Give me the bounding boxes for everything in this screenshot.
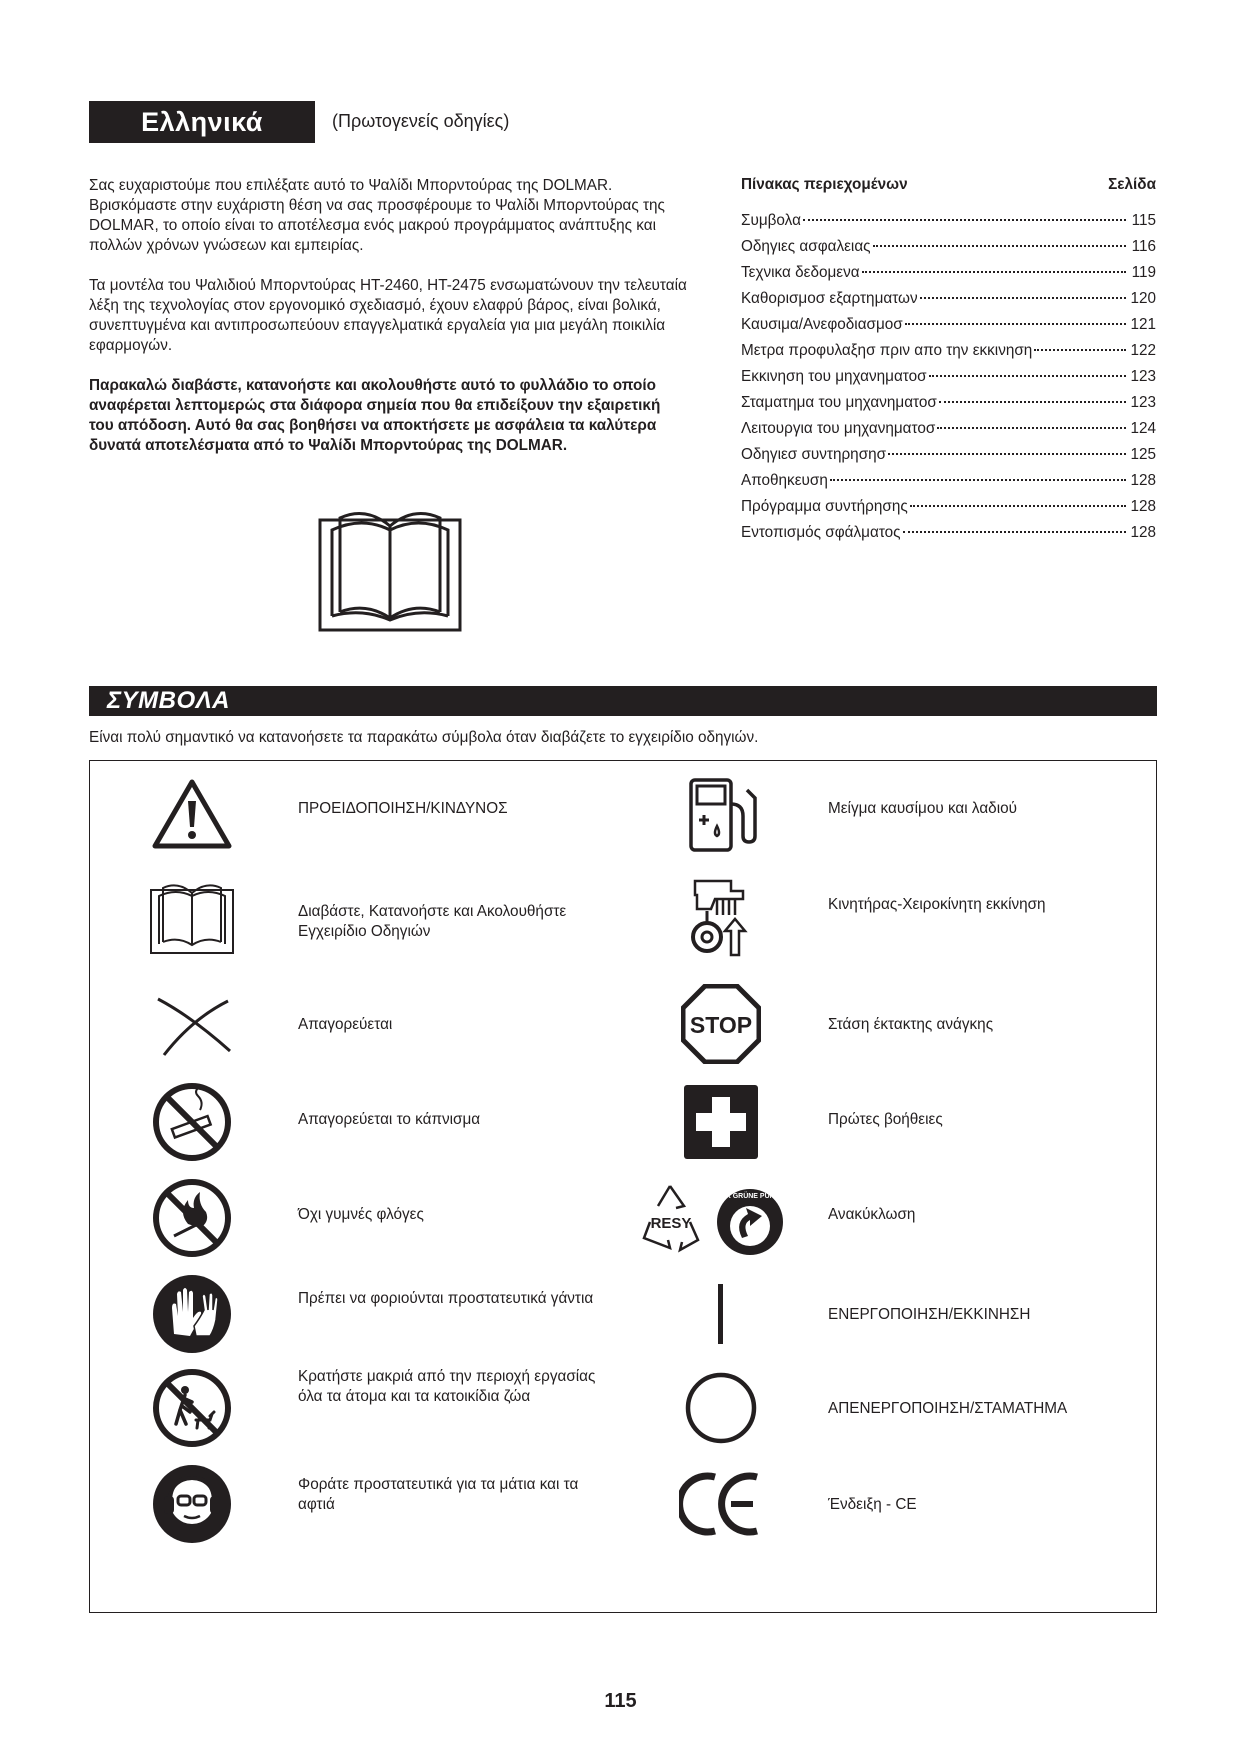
subtitle: (Πρωτογενείς οδηγίες)	[332, 111, 510, 131]
no-open-flame-icon	[152, 1178, 232, 1258]
toc-leader-dots	[830, 479, 1126, 481]
no-smoking-icon	[152, 1082, 232, 1162]
toc-leader-dots	[903, 531, 1126, 533]
prohibited-cross-icon	[152, 989, 232, 1059]
resy-text: RESY	[650, 1215, 692, 1232]
recycling-icon	[640, 1178, 790, 1258]
symbol-row	[137, 979, 247, 1069]
toc-leader-dots	[920, 297, 1126, 299]
toc-item[interactable]	[741, 342, 1156, 368]
symbol-label: Πρέπει να φοριούνται προστατευτικά γάντια	[298, 1290, 594, 1307]
toc-item-label: Τεχνικα δεδομενα	[741, 264, 860, 281]
symbol-row	[640, 1173, 790, 1263]
read-manual-large-icon	[318, 508, 462, 632]
toc-item-page: 128	[1130, 472, 1156, 489]
symbol-row	[666, 873, 776, 963]
read-manual-icon	[150, 882, 234, 954]
eye-ear-protection-icon	[152, 1464, 232, 1544]
first-aid-icon	[684, 1085, 758, 1159]
symbol-label: Διαβάστε, Κατανοήστε και Ακολουθήστε Εγχειρίδιο Οδηγιών	[298, 903, 567, 940]
symbol-row	[666, 769, 776, 859]
symbol-label: ΑΠΕΝΕΡΓΟΠΟΙΗΣΗ/ΣΤΑΜΑΤΗΜΑ	[828, 1400, 1068, 1417]
toc-item-label: Λειτουργια του μηχανηματοσ	[741, 420, 936, 437]
toc-item-label: Συμβολα	[741, 212, 801, 229]
intro-paragraph-1: Σας ευχαριστούμε που επιλέξατε αυτό το Ψαλίδι Μπορντούρας της DOLMAR. Βρισκόμαστε στην ευχάριστη θέση να σας προσφέρουμε το Ψαλίδι Μπορντούρας της DOLMAR, το οποίο είναι το αποτέλεσμα ενός μακρού προγράμματος ανάπτυξης και πολλών χρόνων γνώσεων και εμπειρίας.	[89, 177, 665, 254]
symbol-label: ΕΝΕΡΓΟΠΟΙΗΣΗ/ΕΚΚΙΝΗΣΗ	[828, 1306, 1031, 1323]
symbol-label: Φοράτε προστατευτικά για τα μάτια και τα αφτιά	[298, 1476, 579, 1513]
symbols-section-header	[89, 686, 1157, 716]
symbol-row	[137, 1173, 247, 1263]
symbol-label: Κινητήρας-Χειροκίνητη εκκίνηση	[828, 896, 1046, 913]
toc-leader-dots	[910, 505, 1126, 507]
toc-header	[741, 176, 1156, 198]
toc-item[interactable]	[741, 420, 1156, 446]
symbol-label: ΠΡΟΕΙΔΟΠΟΙΗΣΗ/ΚΙΝΔΥΝΟΣ	[298, 800, 508, 817]
toc-item-label: Πρόγραμμα συντήρησης	[741, 498, 908, 515]
toc-item-label: Σταματημα του μηχανηματοσ	[741, 394, 937, 411]
toc-item-page: 123	[1130, 368, 1156, 385]
symbol-label: Κρατήστε μακριά από την περιοχή εργασίας όλα τα άτομα και τα κατοικίδια ζώα	[298, 1368, 596, 1405]
toc-item[interactable]	[741, 498, 1156, 524]
toc-item[interactable]	[741, 316, 1156, 342]
toc-item-label: Αποθηκευση	[741, 472, 828, 489]
toc-leader-dots	[905, 323, 1126, 325]
symbol-label: Απαγορεύεται	[298, 1016, 393, 1033]
symbol-row	[137, 1459, 247, 1549]
manual-start-icon	[681, 875, 761, 961]
gloves-icon	[152, 1274, 232, 1354]
toc-item[interactable]	[741, 524, 1156, 550]
toc-item[interactable]	[741, 446, 1156, 472]
intro-text	[89, 176, 689, 476]
gruene-punkt-text: DER GRÜNE PUNKT	[715, 1193, 785, 1200]
intro-paragraph-2: Τα μοντέλα του Ψαλιδιού Μπορντούρας HT-2460, HT-2475 ενσωματώνουν την τελευταία λέξη της τεχνολογίας στον εργονομικό σχεδιασμό, έχουν ελαφρύ βάρος, είναι βολικά, συνεπτυγμένα και αντιπροσωπεύουν επαγγελματικά εργαλεία για μια μεγάλη ποικιλία εφαρμογών.	[89, 277, 687, 354]
toc-item[interactable]	[741, 238, 1156, 264]
toc-leader-dots	[937, 427, 1126, 429]
symbol-row	[666, 1269, 776, 1359]
toc-leader-dots	[873, 245, 1126, 247]
symbol-label: Ένδειξη - CE	[828, 1496, 917, 1513]
symbol-row	[666, 1363, 776, 1453]
symbol-label: Πρώτες βοήθειες	[828, 1111, 943, 1128]
toc-item[interactable]	[741, 212, 1156, 238]
symbol-label: Στάση έκτακτης ανάγκης	[828, 1016, 994, 1033]
toc-item-page: 123	[1130, 394, 1156, 411]
stop-sign-icon	[681, 984, 761, 1064]
keep-away-people-animals-icon	[152, 1368, 232, 1448]
toc-item-page: 115	[1131, 212, 1156, 229]
toc-item-label: Εντοπισμός σφάλματος	[741, 524, 901, 541]
toc-item[interactable]	[741, 264, 1156, 290]
toc-item-page: 124	[1130, 420, 1156, 437]
toc-leader-dots	[929, 375, 1126, 377]
symbol-row	[137, 1363, 247, 1453]
toc-item[interactable]	[741, 290, 1156, 316]
toc-item-page: 128	[1130, 524, 1156, 541]
toc-leader-dots	[888, 453, 1126, 455]
symbol-label: Μείγμα καυσίμου και λαδιού	[828, 800, 1017, 817]
toc-item-label: Εκκινηση του μηχανηματοσ	[741, 368, 927, 385]
toc-item[interactable]	[741, 394, 1156, 420]
toc-item-label: Καυσιμα/Ανεφοδιασμοσ	[741, 316, 903, 333]
ce-mark-icon	[679, 1469, 763, 1539]
toc-page-header: Σελίδα	[1108, 176, 1156, 193]
toc-leader-dots	[939, 401, 1126, 403]
toc-item-page: 122	[1130, 342, 1156, 359]
table-of-contents	[741, 176, 1156, 550]
toc-item-page: 120	[1130, 290, 1156, 307]
toc-item[interactable]	[741, 472, 1156, 498]
symbol-row	[137, 1269, 247, 1359]
toc-leader-dots	[862, 271, 1126, 273]
fuel-oil-mix-icon	[681, 774, 761, 854]
toc-item-label: Οδηγιεσ συντηρησησ	[741, 446, 887, 463]
toc-item-page: 128	[1130, 498, 1156, 515]
symbol-label: Απαγορεύεται το κάπνισμα	[298, 1111, 481, 1128]
toc-item-label: Οδηγιες ασφαλειας	[741, 238, 871, 255]
symbol-label: Όχι γυμνές φλόγες	[298, 1206, 424, 1223]
symbol-row	[666, 1459, 776, 1549]
page-number: 115	[604, 1690, 637, 1712]
toc-leader-dots	[1034, 349, 1126, 351]
symbol-row	[137, 1077, 247, 1167]
toc-title: Πίνακας περιεχομένων	[741, 176, 908, 193]
language-tab: Ελληνικά	[89, 101, 315, 143]
toc-item-page: 121	[1130, 316, 1156, 333]
power-on-icon	[711, 1274, 731, 1354]
symbol-row	[666, 979, 776, 1069]
symbol-row	[137, 873, 247, 963]
stop-sign-text: STOP	[689, 1012, 753, 1038]
symbols-intro: Είναι πολύ σημαντικό να κατανοήσετε τα παρακάτω σύμβολα όταν διαβάζετε το εγχειρίδιο οδηγιών.	[89, 729, 759, 746]
toc-item-label: Καθορισμοσ εξαρτηματων	[741, 290, 918, 307]
toc-leader-dots	[803, 219, 1126, 221]
power-off-icon	[681, 1368, 761, 1448]
symbols-table	[89, 760, 1157, 1613]
toc-item[interactable]	[741, 368, 1156, 394]
toc-item-label: Μετρα προφυλαξησ πριν απο την εκκινηση	[741, 342, 1033, 359]
symbols-heading: ΣΥΜΒΟΛΑ	[107, 687, 231, 714]
warning-triangle-icon	[152, 779, 232, 849]
symbol-label: Ανακύκλωση	[828, 1206, 916, 1223]
toc-item-page: 119	[1131, 264, 1156, 281]
symbol-row	[666, 1077, 776, 1167]
toc-item-page: 125	[1130, 446, 1156, 463]
symbol-row	[137, 769, 247, 859]
toc-item-page: 116	[1131, 238, 1156, 255]
intro-paragraph-3: Παρακαλώ διαβάστε, κατανοήστε και ακολουθήστε αυτό το φυλλάδιο το οποίο αναφέρεται λεπτομερώς στα διάφορα σημεία που θα επιδείξουν την εξαιρετική του απόδοση. Αυτό θα σας βοηθήσει να αποκτήσετε με ασφάλεια τα καλύτερα δυνατά αποτελέσματα από το Ψαλίδι Μπορντούρας της DOLMAR.	[89, 377, 661, 454]
